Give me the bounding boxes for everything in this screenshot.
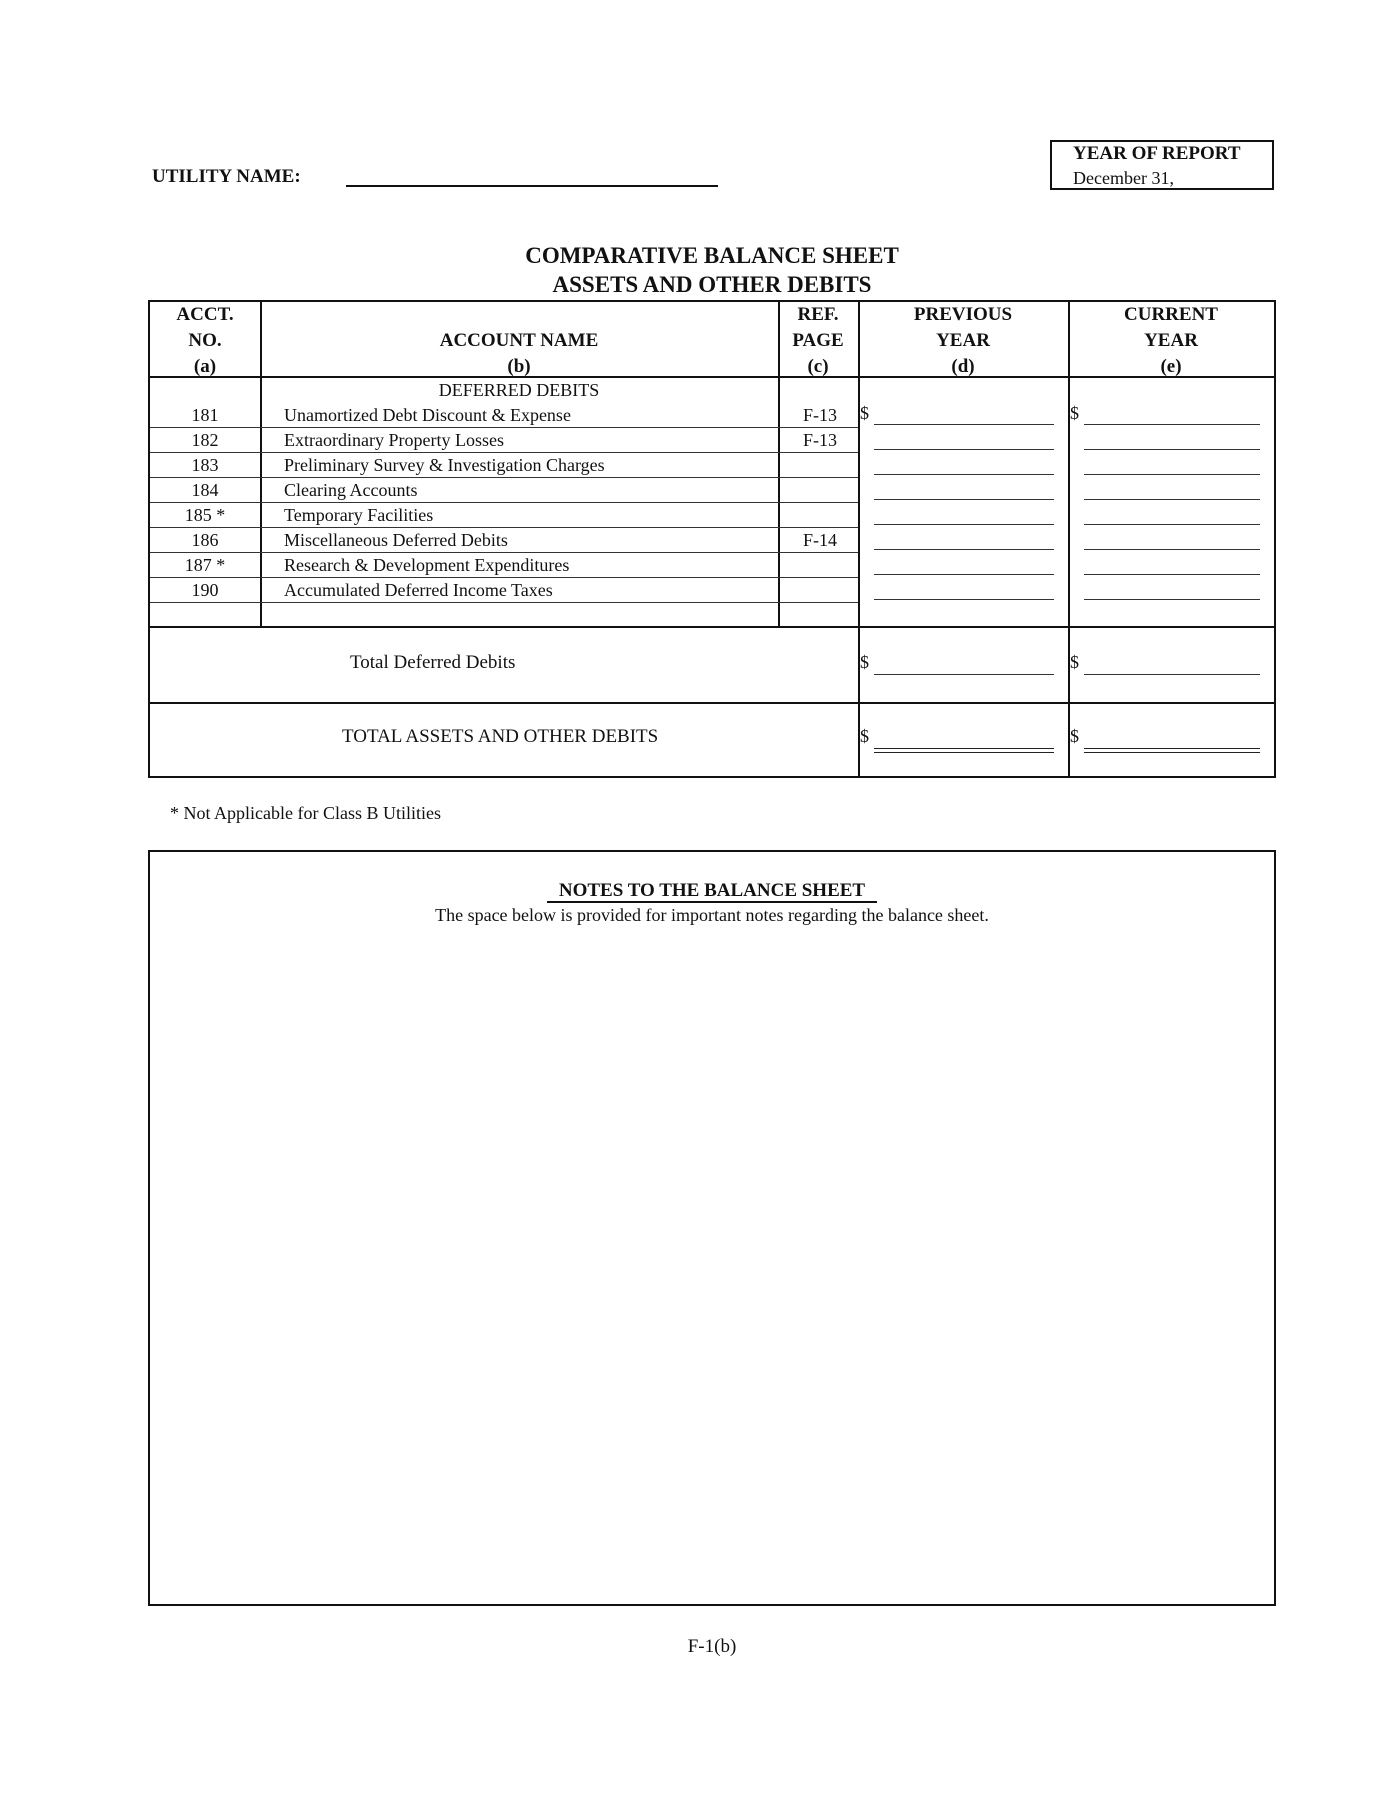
acct-no: 183 <box>191 455 219 475</box>
col-header-current <box>1068 302 1274 380</box>
notes-description: The space below is provided for important notes regarding the balance sheet. <box>435 905 989 925</box>
col-header-current-line1: CURRENT <box>1124 304 1218 325</box>
section-divider <box>150 626 1274 628</box>
col-header-ref-line3: (c) <box>807 356 829 377</box>
col-header-acct-line3: (a) <box>193 356 217 377</box>
current-year-amount-field[interactable] <box>1084 524 1260 525</box>
total-deferred-previous-field[interactable] <box>874 674 1054 675</box>
page-subtitle: ASSETS AND OTHER DEBITS <box>552 272 872 297</box>
previous-year-amount-field[interactable] <box>874 549 1054 550</box>
ref-page: F-14 <box>802 530 837 550</box>
notes-title-text: NOTES TO THE BALANCE SHEET <box>547 880 877 903</box>
col-header-ref <box>778 302 858 380</box>
current-year-amount-field[interactable] <box>1084 424 1260 425</box>
acct-no: 190 <box>191 580 219 600</box>
account-name: Research & Development Expenditures <box>284 555 570 575</box>
previous-year-amount-field[interactable] <box>874 499 1054 500</box>
dollar-sign: $ <box>860 652 869 672</box>
col-header-ref-line1: REF. <box>797 304 839 325</box>
previous-year-amount-field[interactable] <box>874 474 1054 475</box>
current-year-amount-field[interactable] <box>1084 474 1260 475</box>
account-name: Extraordinary Property Losses <box>284 430 504 450</box>
balance-sheet-table <box>148 300 1276 778</box>
col-header-previous-line1: PREVIOUS <box>913 304 1013 325</box>
acct-no: 182 <box>191 430 219 450</box>
page-title: COMPARATIVE BALANCE SHEET <box>525 243 899 268</box>
account-name: Preliminary Survey & Investigation Charges <box>284 455 605 475</box>
notes-box[interactable] <box>148 850 1276 1606</box>
account-name: Temporary Facilities <box>284 505 434 525</box>
previous-year-amount-field[interactable] <box>874 599 1054 600</box>
col-header-name <box>260 328 778 380</box>
ref-page: F-13 <box>802 430 837 450</box>
previous-year-amount-field[interactable] <box>874 449 1054 450</box>
col-header-current-line2: YEAR <box>1144 330 1198 351</box>
col-header-ref-line2: PAGE <box>792 330 844 351</box>
section-divider <box>150 702 1274 704</box>
col-header-acct-line1: ACCT. <box>176 304 234 325</box>
acct-no: 186 <box>191 530 219 550</box>
acct-no: 185 * <box>184 505 226 525</box>
col-header-current-line3: (e) <box>1160 356 1182 377</box>
previous-year-amount-field[interactable] <box>874 524 1054 525</box>
utility-name-field[interactable] <box>346 185 718 187</box>
previous-year-amount-field[interactable] <box>874 424 1054 425</box>
col-header-acct-line2: NO. <box>188 330 222 351</box>
notes-title <box>150 880 1274 902</box>
total-deferred-debits-label: Total Deferred Debits <box>350 652 516 673</box>
total-assets-previous-field[interactable] <box>874 748 1054 753</box>
total-assets-current-field[interactable] <box>1084 748 1260 753</box>
account-name: Clearing Accounts <box>284 480 418 500</box>
account-name: Miscellaneous Deferred Debits <box>284 530 508 550</box>
account-name: Accumulated Deferred Income Taxes <box>284 580 553 600</box>
col-header-acct <box>150 302 260 380</box>
ref-page: F-13 <box>802 405 837 425</box>
dollar-sign: $ <box>860 726 869 746</box>
col-header-name-line2: (b) <box>507 356 531 377</box>
col-header-previous-line2: YEAR <box>936 330 990 351</box>
total-deferred-current-field[interactable] <box>1084 674 1260 675</box>
current-year-amount-field[interactable] <box>1084 549 1260 550</box>
dollar-sign: $ <box>1070 403 1079 423</box>
acct-no: 184 <box>191 480 219 500</box>
current-year-amount-field[interactable] <box>1084 599 1260 600</box>
dollar-sign: $ <box>1070 652 1079 672</box>
dollar-sign: $ <box>860 403 869 423</box>
page-number: F-1(b) <box>687 1636 737 1657</box>
account-name: Unamortized Debt Discount & Expense <box>284 405 571 425</box>
year-of-report-box <box>1050 140 1274 190</box>
utility-name-label: UTILITY NAME: <box>152 166 301 187</box>
col-header-previous <box>858 302 1068 380</box>
dollar-sign: $ <box>1070 726 1079 746</box>
current-year-amount-field[interactable] <box>1084 499 1260 500</box>
current-year-amount-field[interactable] <box>1084 574 1260 575</box>
year-of-report-title: YEAR OF REPORT <box>1073 143 1241 164</box>
current-year-amount-field[interactable] <box>1084 449 1260 450</box>
col-header-name-line1: ACCOUNT NAME <box>439 330 599 351</box>
section-heading: DEFERRED DEBITS <box>438 380 600 400</box>
total-assets-label: TOTAL ASSETS AND OTHER DEBITS <box>342 726 659 747</box>
footnote: * Not Applicable for Class B Utilities <box>170 803 441 823</box>
col-header-previous-line3: (d) <box>951 356 975 377</box>
previous-year-amount-field[interactable] <box>874 574 1054 575</box>
acct-no: 187 * <box>184 555 226 575</box>
acct-no: 181 <box>191 405 219 425</box>
year-of-report-date[interactable]: December 31, <box>1073 168 1174 188</box>
